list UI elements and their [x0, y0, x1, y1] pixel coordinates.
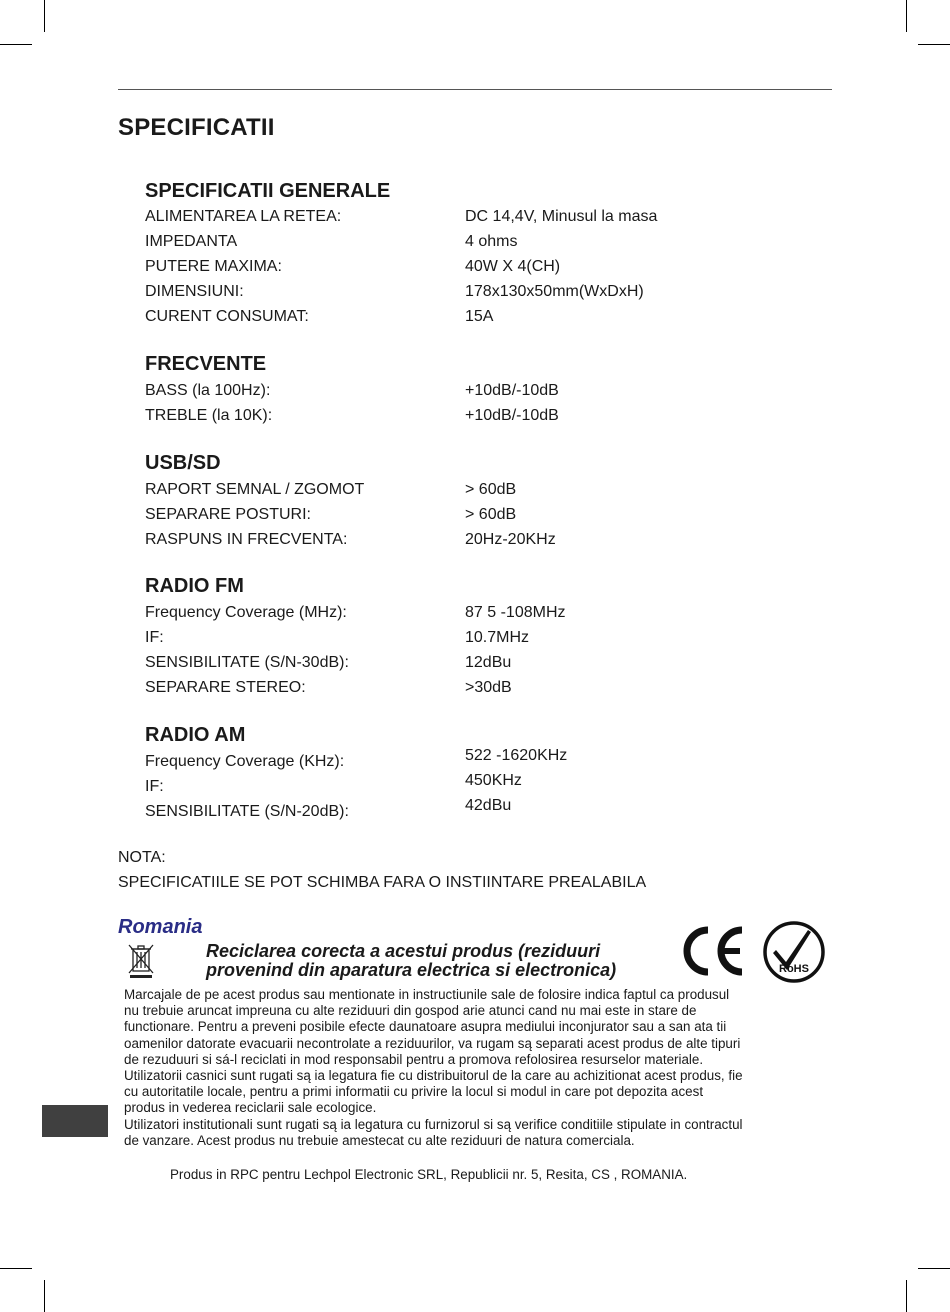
crop-mark — [44, 1280, 45, 1312]
recycling-title-line: Reciclarea corecta a acestui produs (reziduuri — [206, 941, 601, 961]
crop-mark — [906, 0, 907, 32]
crop-mark — [918, 1268, 950, 1269]
spec-label: SEPARARE STEREO: — [145, 679, 306, 696]
section-title-radio-fm: RADIO FM — [145, 575, 244, 597]
rohs-icon — [762, 920, 826, 984]
spec-label: IF: — [145, 629, 164, 646]
spec-label: Frequency Coverage (MHz): — [145, 604, 347, 621]
body-line: de rezuduuri si sá-l reciclati in mod responsabil pentru a promova refolosirea resurselor materiale. — [124, 1051, 704, 1067]
spec-label: Frequency Coverage (KHz): — [145, 753, 345, 770]
crop-mark — [44, 0, 45, 32]
spec-value: > 60dB — [465, 481, 517, 498]
spec-value: 87 5 -108MHz — [465, 604, 566, 621]
footer-address: Produs in RPC pentru Lechpol Electronic SRL, Republicii nr. 5, Resita, CS , ROMANIA. — [170, 1167, 688, 1182]
body-line: cu autoritatile locale, pentru a primi informatii cu privire la locul si modul in care pot depozita acest — [124, 1084, 704, 1100]
spec-label: RASPUNS IN FRECVENTA: — [145, 531, 348, 548]
spec-label: RAPORT SEMNAL / ZGOMOT — [145, 481, 365, 498]
page-title: SPECIFICATII — [118, 114, 275, 141]
section-title-usb-sd: USB/SD — [145, 452, 221, 474]
section-title-frecvente: FRECVENTE — [145, 353, 267, 375]
body-line: produs in vederea reciclarii sale ecologice. — [124, 1100, 377, 1116]
spec-value: 178x130x50mm(WxDxH) — [465, 283, 644, 300]
spec-value: 4 ohms — [465, 233, 518, 250]
language-heading: Romania — [118, 916, 203, 938]
crop-mark — [906, 1280, 907, 1312]
section-title-radio-am: RADIO AM — [145, 724, 246, 746]
crop-mark — [0, 44, 32, 45]
spec-value: 20Hz-20KHz — [465, 531, 556, 548]
spec-value: +10dB/-10dB — [465, 382, 559, 399]
spec-value: > 60dB — [465, 506, 517, 523]
body-line: Utilizatori institutionali sunt rugati są ia legatura cu furnizorul si są verifice conditiile stipulate in contractul — [124, 1116, 743, 1132]
crossed-bin-icon — [126, 941, 156, 979]
spec-label: IF: — [145, 778, 164, 795]
spec-label: BASS (la 100Hz): — [145, 382, 271, 399]
spec-value: >30dB — [465, 679, 512, 696]
spec-value: 450KHz — [465, 772, 522, 789]
page-tab-marker — [42, 1105, 108, 1137]
crop-mark — [918, 44, 950, 45]
body-line: oamenilor datorate evacuarii necontrolate a reziduurilor, va rugam są separati acest produs de alte tipuri — [124, 1035, 741, 1051]
body-line: Marcajale de pe acest produs sau mentionate in instructiunile sale de folosire indica faptul ca produsul — [124, 987, 730, 1002]
crop-mark — [0, 1268, 32, 1269]
recycling-body — [124, 987, 804, 1149]
rohs-label: RoHS — [779, 963, 809, 975]
spec-value: 522 -1620KHz — [465, 747, 568, 764]
spec-value: 15A — [465, 308, 494, 325]
nota-label: NOTA: — [118, 849, 166, 866]
spec-label: ALIMENTAREA LA RETEA: — [145, 208, 342, 225]
nota-text: SPECIFICATIILE SE POT SCHIMBA FARA O INSTIINTARE PREALABILA — [118, 874, 647, 891]
spec-label: IMPEDANTA — [145, 233, 238, 250]
body-line: functionare. Pentru a preveni posibile efecte daunatoare asupra mediului inconjurator sau a san ata tii — [124, 1019, 727, 1035]
recycling-title-line: provenind din aparatura electrica si electronica) — [206, 960, 617, 980]
ce-mark-icon — [678, 926, 746, 976]
spec-value: 42dBu — [465, 797, 512, 814]
spec-label: SENSIBILITATE (S/N-20dB): — [145, 803, 349, 820]
spec-label: TREBLE (la 10K): — [145, 407, 273, 424]
spec-value: 10.7MHz — [465, 629, 530, 646]
spec-label: SEPARARE POSTURI: — [145, 506, 311, 523]
spec-label: PUTERE MAXIMA: — [145, 258, 282, 275]
spec-label: DIMENSIUNI: — [145, 283, 244, 300]
spec-label: CURENT CONSUMAT: — [145, 308, 309, 325]
spec-value: +10dB/-10dB — [465, 407, 559, 424]
spec-label: SENSIBILITATE (S/N-30dB): — [145, 654, 349, 671]
spec-value: DC 14,4V, Minusul la masa — [465, 208, 658, 225]
recycling-title — [206, 942, 616, 980]
spec-value: 40W X 4(CH) — [465, 258, 561, 275]
body-line: de vanzare. Acest produs nu trebuie amestecat cu alte reziduuri de natura comerciala. — [124, 1132, 635, 1148]
body-line: Utilizatorii casnici sunt rugati są ia legatura fie cu distribuitorul de la care au achizitionat acest produs, fie — [124, 1068, 743, 1084]
header-rule — [118, 89, 832, 90]
spec-value: 12dBu — [465, 654, 512, 671]
section-title-generale: SPECIFICATII GENERALE — [145, 180, 391, 202]
body-line: nu trebuie aruncat impreuna cu alte reziduuri din gospod arie atunci cand nu mai este in stare de — [124, 1003, 697, 1019]
